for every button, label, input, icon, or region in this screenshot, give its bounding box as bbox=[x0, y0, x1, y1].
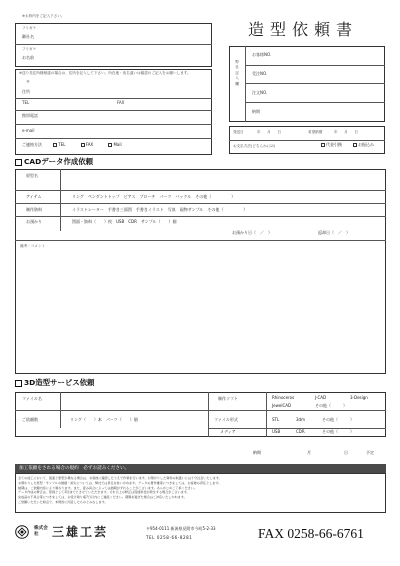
office-use-label: 弊社記入欄 bbox=[235, 60, 239, 86]
ship-date-label: 発送日 bbox=[233, 130, 244, 134]
order-no-label: 受注NO. bbox=[252, 71, 268, 76]
fax-label: FAX bbox=[117, 100, 125, 105]
address-note: ※送り先住所様相違の場合は、住所を記入して下さい。所在地・宛名違いは確認のご記入をお願いします。 bbox=[19, 71, 191, 75]
remarks-label: 備考・コメント bbox=[20, 244, 46, 248]
company-tel: TEL 0258-66-8281 bbox=[146, 535, 193, 540]
customer-name-box bbox=[15, 23, 212, 67]
original-name-label: 原型名 bbox=[26, 173, 38, 178]
header-note: ※太枠内をご記入下さい。 bbox=[22, 14, 65, 18]
media-label: メディア bbox=[220, 429, 236, 434]
file-name-label: ファイル名 bbox=[22, 396, 42, 401]
deadline-label: 納期 bbox=[252, 109, 260, 114]
deposit-options: 図面・資料（ ）枚 USB CDR サンプル（ ）個 bbox=[72, 219, 177, 224]
page-title: 造型依頼書 bbox=[248, 20, 359, 39]
deposit-date: お預かり日（ ／ ） bbox=[232, 230, 272, 235]
tel-checkbox[interactable] bbox=[53, 143, 57, 147]
company-name: 三雄工芸 bbox=[52, 525, 109, 539]
address-label: 住所 bbox=[22, 89, 30, 94]
cod-option[interactable]: 代金引換 bbox=[321, 143, 342, 148]
deposit-label: お預かり bbox=[26, 219, 42, 224]
transfer-option[interactable]: お振込み bbox=[353, 143, 374, 148]
format-label: ファイル形式 bbox=[214, 417, 238, 422]
company-badge: 株式会社 bbox=[34, 526, 48, 537]
furigana-label: フリガナ bbox=[22, 26, 37, 30]
mail-checkbox[interactable] bbox=[108, 143, 112, 147]
material-options: イラストレーター 手書き三面図 手書きイラスト 写真 現物サンプル その他（ ） bbox=[72, 207, 248, 212]
desired-date-label: 希望納期 bbox=[308, 130, 323, 134]
customer-no-label: お客様NO. bbox=[252, 52, 272, 57]
email-label: e-mail bbox=[22, 128, 35, 133]
material-label: 制作資料 bbox=[26, 207, 42, 212]
print3d-checkbox[interactable] bbox=[15, 380, 22, 387]
count-label: ご依頼数 bbox=[22, 417, 38, 422]
company-label: 御社名 bbox=[22, 34, 34, 39]
contact-method: ご連絡方法 TEL FAX Mail bbox=[22, 142, 122, 147]
payment-label: お支払方法(どちらかに☑) bbox=[233, 144, 275, 148]
company-fax: FAX 0258-66-6761 bbox=[258, 526, 364, 541]
schedule-label: 納期 bbox=[253, 450, 261, 455]
print3d-section-title: 3D造型サービス依頼 bbox=[15, 379, 94, 388]
name-label: お名前 bbox=[22, 55, 34, 60]
item-options: リング ペンダントトップ ピアス ブローチ パーツ バックル その他（ ） bbox=[72, 194, 236, 199]
remarks-field[interactable] bbox=[16, 250, 385, 372]
cad-section-title: CADデータ作成依頼 bbox=[15, 158, 93, 167]
item-label: アイテム bbox=[26, 194, 42, 199]
purchase-no-label: 注文NO. bbox=[252, 90, 268, 95]
terms-header: 加工依頼をされる場合の規約 必ずお読みください。 bbox=[15, 464, 386, 473]
zip-label: 〒 bbox=[26, 79, 30, 84]
company-address: 〒954-0111 新潟県見附市今町5-2-33 bbox=[146, 526, 216, 531]
furigana-label-2: フリガナ bbox=[22, 47, 37, 51]
software-label: 制作ソフト bbox=[218, 396, 238, 401]
cad-checkbox[interactable] bbox=[15, 159, 22, 166]
mobile-label: 携帯電話 bbox=[22, 113, 38, 118]
fax-checkbox[interactable] bbox=[81, 143, 85, 147]
company-logo bbox=[15, 525, 29, 539]
tel-label: TEL bbox=[22, 100, 30, 105]
count-value: リング（ ）本 パーツ（ ）個 bbox=[70, 417, 138, 422]
contact-label: ご連絡方法 bbox=[22, 142, 42, 147]
return-date: 返却日（ ／ ） bbox=[318, 230, 350, 235]
terms-text: 全ての加工において、図面と原型が異なる場合は、お客様に確認したうえで作業を行います。お預かりした資料の取扱いには十分注意いたします。 お預かりした原型・サンプルの破損・紛失については、弊社では責任を負いかねます。データの著作権等につきましては、お客様の責任とします。 納期は、ご依頼内容により異なります。また、混み具合によっては納期がずれることがございます。あらかじめご了承ください。 データ作成の修正は、原則として2回までとさせていただきます。それ以上の修正は別途料金が発生する場合がございます。 完成品の不具合等につきましては、お受け取り後7日以内にご連絡ください。期間を過ぎた場合はご対応いたしかねます。 ご依頼いただいた時点で、本規約に同意したものとみなします。 bbox=[18, 476, 222, 504]
